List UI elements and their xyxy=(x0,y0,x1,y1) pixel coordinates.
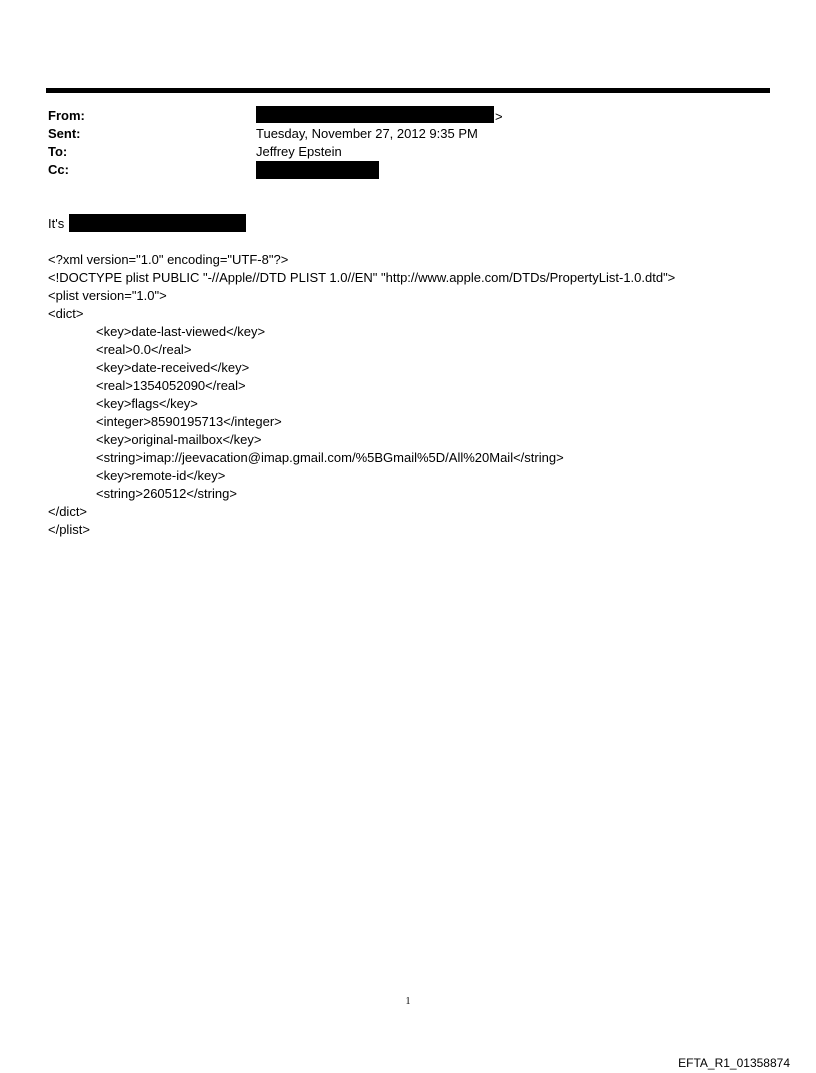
xml-line: <?xml version="1.0" encoding="UTF-8"?> xyxy=(48,252,289,267)
from-label: From: xyxy=(48,108,85,123)
sent-value: Tuesday, November 27, 2012 9:35 PM xyxy=(256,126,478,141)
page-number: 1 xyxy=(405,996,411,1007)
cc-redaction xyxy=(256,161,379,179)
xml-line: <key>date-received</key> xyxy=(96,360,250,375)
xml-line: <string>imap://jeevacation@imap.gmail.com/%5BGmail%5D/All%20Mail</string> xyxy=(96,450,564,465)
xml-line: <plist version="1.0"> xyxy=(48,288,167,303)
xml-line: <key>flags</key> xyxy=(96,396,198,411)
to-value: Jeffrey Epstein xyxy=(256,144,342,159)
xml-line: <real>0.0</real> xyxy=(96,342,192,357)
header-rule xyxy=(46,88,770,93)
sent-label: Sent: xyxy=(48,126,81,141)
xml-line: <key>original-mailbox</key> xyxy=(96,432,262,447)
xml-line: </dict> xyxy=(48,504,88,519)
xml-line: <real>1354052090</real> xyxy=(96,378,246,393)
xml-line: <dict> xyxy=(48,306,84,321)
xml-line: <string>260512</string> xyxy=(96,486,237,501)
from-suffix: > xyxy=(495,109,503,124)
xml-line: <!DOCTYPE plist PUBLIC "-//Apple//DTD PLIST 1.0//EN" "http://www.apple.com/DTDs/PropertyList-1.0.dtd"> xyxy=(48,270,676,285)
xml-line: <key>date-last-viewed</key> xyxy=(96,324,266,339)
bates-number: EFTA_R1_01358874 xyxy=(678,1056,790,1070)
to-label: To: xyxy=(48,144,68,159)
intro-redaction xyxy=(69,214,246,232)
from-redaction xyxy=(256,106,494,123)
cc-label: Cc: xyxy=(48,162,69,177)
xml-line: </plist> xyxy=(48,522,90,537)
xml-line: <integer>8590195713</integer> xyxy=(96,414,282,429)
xml-line: <key>remote-id</key> xyxy=(96,468,226,483)
intro-text: It's xyxy=(48,216,65,231)
